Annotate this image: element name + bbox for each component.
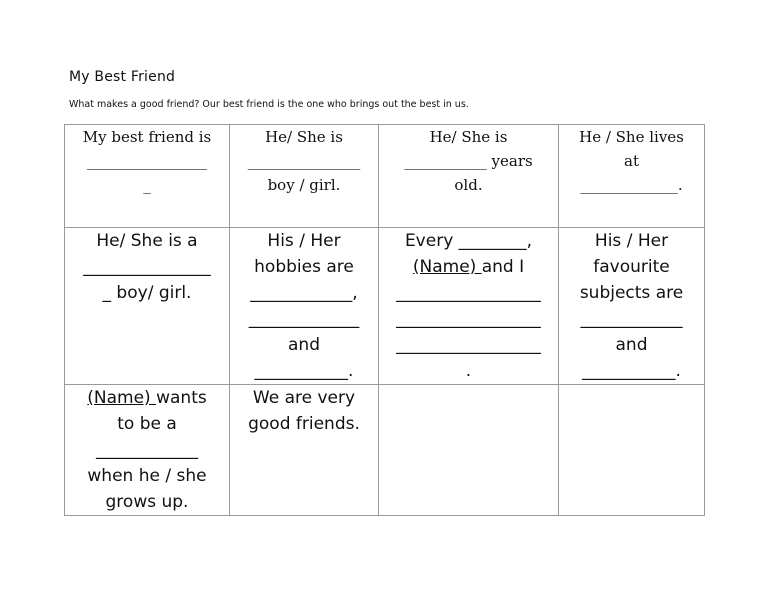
cell-line: We are very: [252, 388, 356, 408]
document-title: My Best Friend: [69, 69, 176, 85]
cell-line: _ boy/ girl.: [102, 283, 192, 303]
cell-line: _______________: [83, 257, 211, 277]
cell-line: ________________: [87, 152, 207, 170]
cell-line: favourite: [593, 257, 670, 277]
table-cell-empty: [379, 385, 559, 516]
cell-line: _________________: [396, 309, 541, 329]
cell-line: grows up.: [105, 492, 189, 512]
table-cell: [65, 385, 230, 516]
table-cell: [65, 228, 230, 385]
cell-line: His / Her: [267, 231, 341, 251]
cell-line: ___________.: [582, 361, 681, 381]
cell-line: and: [288, 335, 320, 355]
cell-line: _________________: [396, 283, 541, 303]
cell-line: boy / girl.: [267, 176, 341, 194]
table-cell: [230, 228, 379, 385]
cell-line: when he / she: [87, 466, 207, 486]
name-suffix: and I: [481, 257, 525, 277]
cell-line: ____________: [96, 440, 198, 460]
name-placeholder: (Name): [87, 388, 157, 408]
cell-line: ___________.: [254, 361, 354, 381]
table-cell: [230, 125, 379, 228]
cell-line: ____________: [580, 309, 683, 329]
cell-line: Every ________,: [404, 231, 533, 251]
table-cell: [379, 228, 559, 385]
table-cell: [65, 125, 230, 228]
cell-line: ____________,: [250, 283, 358, 303]
worksheet-table: [64, 124, 705, 516]
cell-line: _________________: [396, 335, 541, 355]
cell-line: to be a: [117, 414, 177, 434]
name-placeholder: (Name): [412, 257, 482, 277]
cell-line: My best friend is: [82, 128, 212, 146]
cell-line: _: [143, 176, 151, 194]
cell-line: good friends.: [248, 414, 360, 434]
table-row: [65, 385, 705, 516]
table-row: [65, 228, 705, 385]
table-cell-empty: [559, 385, 705, 516]
cell-line: [71, 385, 223, 411]
cell-line: [385, 254, 552, 280]
document-subtitle: What makes a good friend? Our best friend is the one who brings out the best in us.: [69, 99, 469, 110]
cell-line: .: [465, 361, 472, 381]
table-cell: [559, 125, 705, 228]
cell-line: He/ She is: [429, 128, 508, 146]
cell-line: at: [624, 152, 639, 170]
table-cell: [230, 385, 379, 516]
cell-line: and: [615, 335, 648, 355]
table-cell: [559, 228, 705, 385]
table-cell: [379, 125, 559, 228]
cell-line: He/ She is: [265, 128, 343, 146]
table-row: [65, 125, 705, 228]
cell-line: He / She lives: [579, 128, 684, 146]
cell-line: subjects are: [579, 283, 684, 303]
cell-line: _______________: [247, 152, 361, 170]
cell-line: His / Her: [594, 231, 669, 251]
cell-line: ___________ years: [404, 152, 533, 170]
cell-line: _____________.: [580, 176, 683, 194]
cell-line: old.: [454, 176, 483, 194]
name-suffix: wants: [156, 388, 207, 408]
cell-line: _____________: [248, 309, 360, 329]
cell-line: hobbies are: [254, 257, 354, 277]
cell-line: He/ She is a: [96, 231, 198, 251]
